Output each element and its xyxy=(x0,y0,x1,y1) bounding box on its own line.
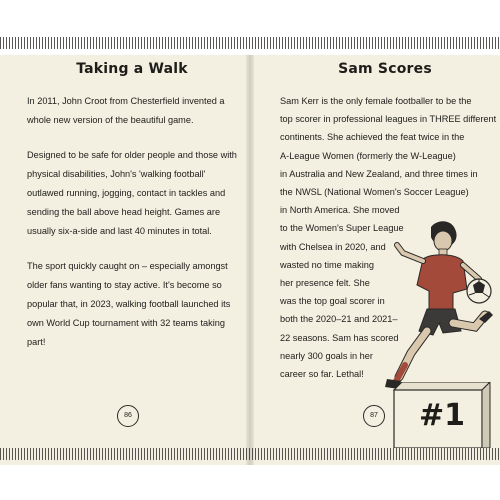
left-page-number: 86 xyxy=(117,405,139,427)
right-line-10: wasted no time making xyxy=(280,259,374,270)
podium-number-one: #1 xyxy=(418,398,465,433)
left-page xyxy=(27,58,237,448)
right-line-6: the NWSL (National Women's Soccer League) xyxy=(280,187,469,198)
right-line-3: continents. She achieved the feat twice in the xyxy=(280,132,465,143)
left-paragraph-1: In 2011, John Croot from Chesterfield invented a whole new version of the beautiful game. xyxy=(27,96,225,125)
right-line-14: 22 seasons. Sam has scored xyxy=(280,332,399,343)
left-paragraph-3: The sport quickly caught on – especially amongst older fans wanting to stay active. It's become so popular that, in 2023, walking football launched its own World Cup tournament with 32 teams taking part! xyxy=(27,261,231,347)
right-line-8: to the Women's Super League xyxy=(280,223,404,234)
right-line-1: Sam Kerr is the only female footballer to be the xyxy=(280,96,472,106)
right-line-9: with Chelsea in 2020, and xyxy=(280,241,386,252)
right-line-4: A-League Women (formerly the W-League) xyxy=(280,150,456,161)
bottom-decorative-stripe xyxy=(0,448,500,460)
right-line-7: in North America. She moved xyxy=(280,205,400,216)
right-line-15: nearly 300 goals in her xyxy=(280,350,373,361)
right-page-number: 87 xyxy=(363,405,385,427)
right-line-12: was the top goal scorer in xyxy=(280,296,385,307)
left-page-body xyxy=(27,92,237,352)
right-line-2: top scorer in professional leagues in THREE different xyxy=(280,114,497,125)
right-page-title: Sam Scores xyxy=(338,61,432,77)
top-decorative-stripe xyxy=(0,37,500,49)
left-paragraph-2: Designed to be safe for older people and those with physical disabilities, John's 'walking football' outlawed running, jogging, contact in tackles and sending the ball above head height. Games are usually six-a-side and last 40 minutes in total. xyxy=(27,150,237,236)
right-line-16: career so far. Lethal! xyxy=(280,369,364,380)
left-page-title: Taking a Walk xyxy=(76,61,188,77)
right-line-11: her presence felt. She xyxy=(280,278,370,289)
right-line-5: in Australia and New Zealand, and three times in xyxy=(280,168,478,179)
right-line-13: both the 2020–21 and 2021– xyxy=(280,314,398,325)
book-gutter xyxy=(246,55,254,465)
